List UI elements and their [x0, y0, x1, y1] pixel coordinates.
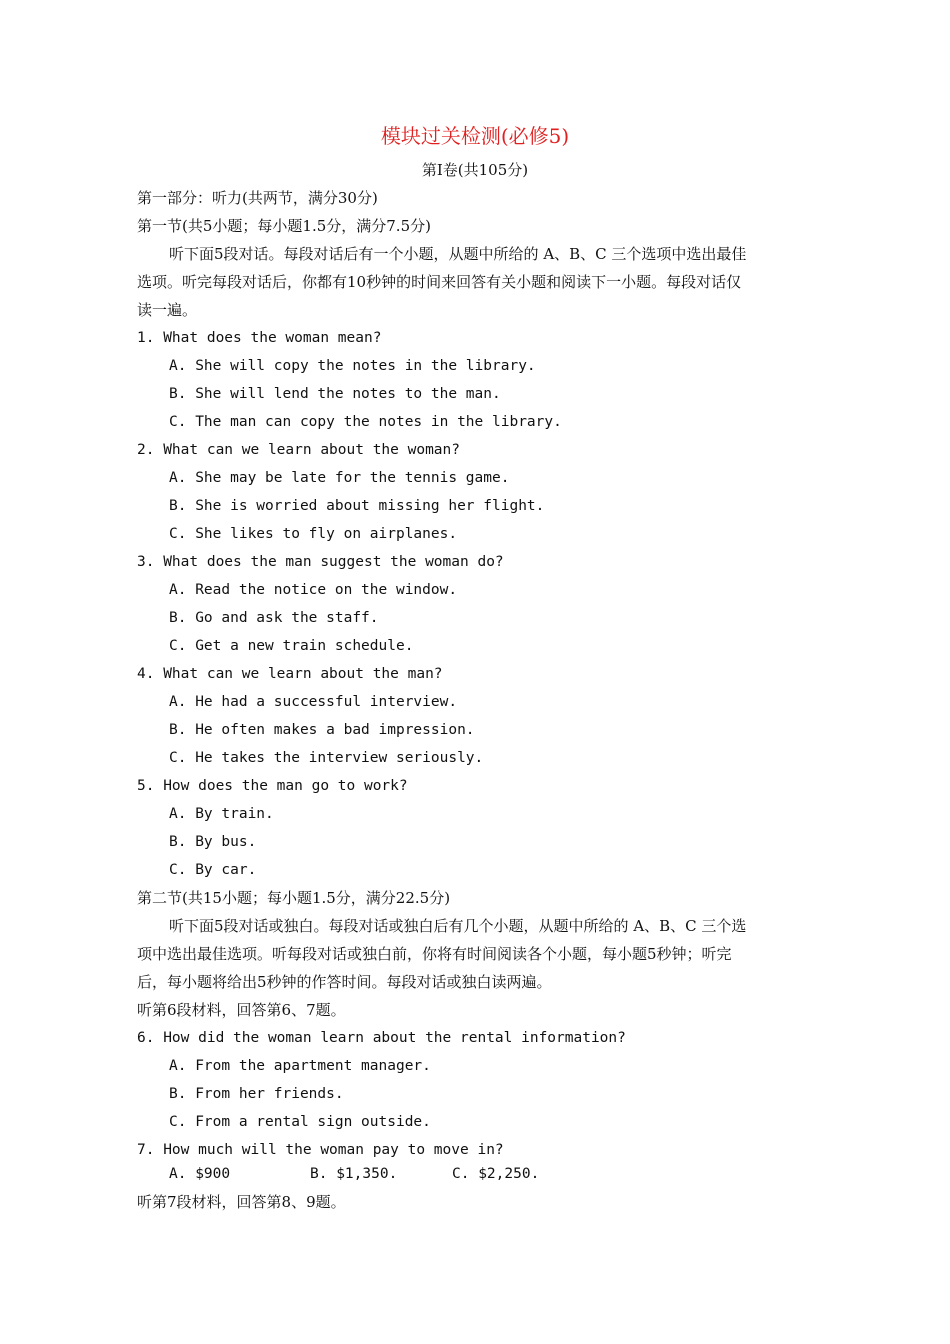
section2-instructions-line2: 项中选出最佳选项。听每段对话或独白前，你将有时间阅读各个小题，每小题5秒钟；听完: [137, 945, 732, 963]
question-7-stem: 7. How much will the woman pay to move in?: [137, 1142, 504, 1158]
question-5-option-b: B. By bus.: [169, 834, 257, 850]
question-1-stem: 1. What does the woman mean?: [137, 330, 382, 346]
section2-heading: 第二节(共15小题；每小题1.5分，满分22.5分): [137, 889, 451, 907]
question-6-stem: 6. How did the woman learn about the rental information?: [137, 1030, 626, 1046]
question-3-stem: 3. What does the man suggest the woman do?: [137, 554, 504, 570]
section1-heading: 第一节(共5小题；每小题1.5分，满分7.5分): [137, 217, 431, 235]
question-2-stem: 2. What can we learn about the woman?: [137, 442, 461, 458]
question-5-option-c: C. By car.: [169, 862, 257, 878]
question-6-option-c: C. From a rental sign outside.: [169, 1114, 431, 1130]
question-2-option-b: B. She is worried about missing her flight.: [169, 498, 545, 514]
section1-instructions-line3: 读一遍。: [137, 301, 198, 319]
question-7-option-c: C. $2,250.: [452, 1166, 540, 1182]
question-1-option-a: A. She will copy the notes in the library.: [169, 358, 536, 374]
section2-instructions-line1: 听下面5段对话或独白。每段对话或独白后有几个小题，从题中所给的 A、B、C 三个选: [169, 917, 747, 935]
material-6-note: 听第6段材料，回答第6、7题。: [137, 1001, 346, 1019]
question-3-option-c: C. Get a new train schedule.: [169, 638, 414, 654]
question-7-option-a: A. $900: [169, 1166, 231, 1182]
question-4-option-b: B. He often makes a bad impression.: [169, 722, 475, 738]
section1-instructions-line2: 选项。听完每段对话后，你都有10秒钟的时间来回答有关小题和阅读下一小题。每段对话仅: [137, 273, 742, 291]
question-3-option-b: B. Go and ask the staff.: [169, 610, 379, 626]
document-title: 模块过关检测(必修5): [380, 124, 570, 148]
question-4-stem: 4. What can we learn about the man?: [137, 666, 443, 682]
question-1-option-b: B. She will lend the notes to the man.: [169, 386, 501, 402]
question-6-option-b: B. From her friends.: [169, 1086, 344, 1102]
question-4-option-c: C. He takes the interview seriously.: [169, 750, 484, 766]
part1-heading: 第一部分：听力(共两节，满分30分): [137, 189, 378, 207]
question-2-option-c: C. She likes to fly on airplanes.: [169, 526, 458, 542]
section2-instructions-line3: 后，每小题将给出5秒钟的作答时间。每段对话或独白读两遍。: [137, 973, 552, 991]
question-2-option-a: A. She may be late for the tennis game.: [169, 470, 510, 486]
section1-instructions-line1: 听下面5段对话。每段对话后有一个小题，从题中所给的 A、B、C 三个选项中选出最佳: [169, 245, 747, 263]
question-3-option-a: A. Read the notice on the window.: [169, 582, 458, 598]
question-5-option-a: A. By train.: [169, 806, 274, 822]
question-4-option-a: A. He had a successful interview.: [169, 694, 458, 710]
question-7-option-b: B. $1,350.: [310, 1166, 398, 1182]
question-5-stem: 5. How does the man go to work?: [137, 778, 408, 794]
question-6-option-a: A. From the apartment manager.: [169, 1058, 431, 1074]
question-1-option-c: C. The man can copy the notes in the library.: [169, 414, 562, 430]
volume-heading: 第Ⅰ卷(共105分): [421, 161, 529, 179]
material-7-note: 听第7段材料，回答第8、9题。: [137, 1193, 346, 1211]
